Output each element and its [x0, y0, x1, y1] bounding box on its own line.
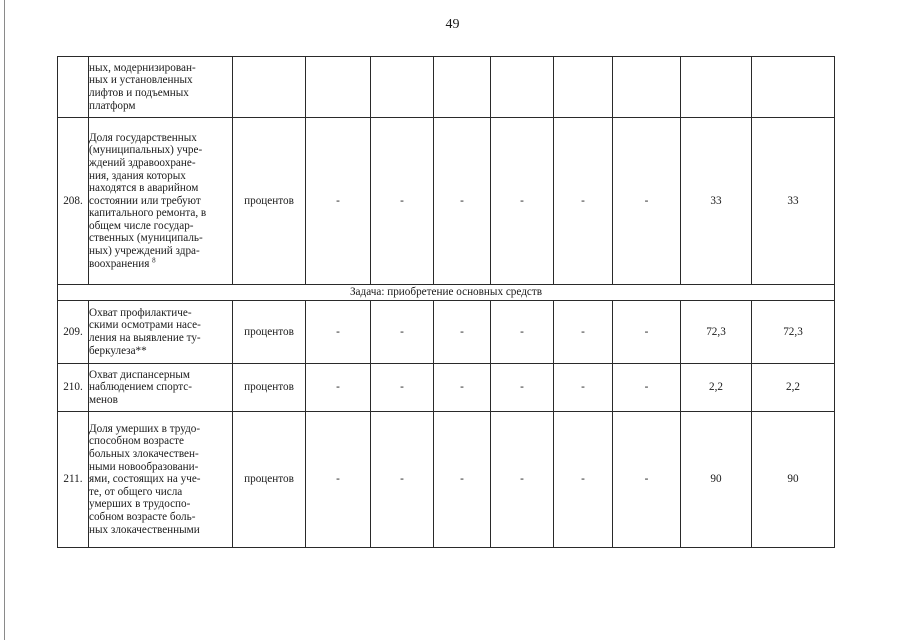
value-cell: - [434, 118, 491, 285]
value-cell [371, 57, 434, 118]
indicator-name-cell: Доля государственных (муниципальных) учре- ждений здравоохране- ния, здания которых находятся в аварийном состоянии или требуют капитального ремонта, в общем числе государ- ственных (муниципаль- ных) учреждений здра- воохранения $^8$ [89, 118, 233, 285]
value-cell: - [306, 364, 371, 412]
value-cell: - [491, 301, 554, 364]
value-cell: 33 [752, 118, 835, 285]
footnote-marker: 8 [152, 255, 156, 264]
table-row-210 [58, 364, 835, 412]
row-number-cell: 210. [58, 364, 89, 412]
row-number-cell: 208. [58, 118, 89, 285]
value-cell: - [613, 412, 681, 548]
value-cell [613, 57, 681, 118]
value-cell: - [491, 118, 554, 285]
value-cell: - [491, 412, 554, 548]
value-cell: - [306, 301, 371, 364]
value-cell: 90 [681, 412, 752, 548]
value-cell: - [371, 364, 434, 412]
value-cell [306, 57, 371, 118]
page-edge-line [4, 0, 5, 640]
value-cell: - [554, 364, 613, 412]
value-cell: - [434, 301, 491, 364]
value-cell: 33 [681, 118, 752, 285]
table-row-209 [58, 301, 835, 364]
value-cell [752, 57, 835, 118]
value-cell: - [554, 301, 613, 364]
page-number: 49 [445, 17, 460, 32]
value-cell [554, 57, 613, 118]
task-heading-cell: Задача: приобретение основных средств [58, 285, 835, 301]
value-cell: 2,2 [752, 364, 835, 412]
value-cell: - [371, 412, 434, 548]
indicators-table [57, 56, 835, 548]
indicator-name-cell: Охват диспансерным наблюдением спортс- менов [89, 364, 233, 412]
row-number-cell [58, 57, 89, 118]
value-cell [434, 57, 491, 118]
value-cell: - [613, 118, 681, 285]
value-cell: - [613, 364, 681, 412]
table-row-continuation [58, 57, 835, 118]
value-cell: 72,3 [681, 301, 752, 364]
value-cell: - [371, 118, 434, 285]
unit-cell: процентов [233, 301, 306, 364]
table-row-task [58, 285, 835, 301]
row-number-cell: 209. [58, 301, 89, 364]
value-cell: - [371, 301, 434, 364]
unit-cell: процентов [233, 412, 306, 548]
value-cell: - [306, 118, 371, 285]
value-cell: - [554, 118, 613, 285]
value-cell: - [306, 412, 371, 548]
indicator-name-cell: Доля умерших в трудо- способном возрасте больных злокачествен- ными новообразовани- ями, состоящих на уче- те, от общего числа умерших в трудоспо- собном возрасте боль- ных злокачественными [89, 412, 233, 548]
value-cell: - [554, 412, 613, 548]
value-cell: - [434, 412, 491, 548]
indicator-name-cell: ных, модернизирован- ных и установленных лифтов и подъемных платформ [89, 57, 233, 118]
indicator-name-cell: Охват профилактиче- скими осмотрами насе- ления на выявление ту- беркулеза** [89, 301, 233, 364]
value-cell: - [491, 364, 554, 412]
unit-cell: процентов [233, 364, 306, 412]
value-cell: - [613, 301, 681, 364]
value-cell: 72,3 [752, 301, 835, 364]
table-row-211 [58, 412, 835, 548]
row-number-cell: 211. [58, 412, 89, 548]
table-row-208 [58, 118, 835, 285]
unit-cell: процентов [233, 118, 306, 285]
unit-cell [233, 57, 306, 118]
value-cell: 2,2 [681, 364, 752, 412]
value-cell: - [434, 364, 491, 412]
value-cell [681, 57, 752, 118]
value-cell: 90 [752, 412, 835, 548]
value-cell [491, 57, 554, 118]
